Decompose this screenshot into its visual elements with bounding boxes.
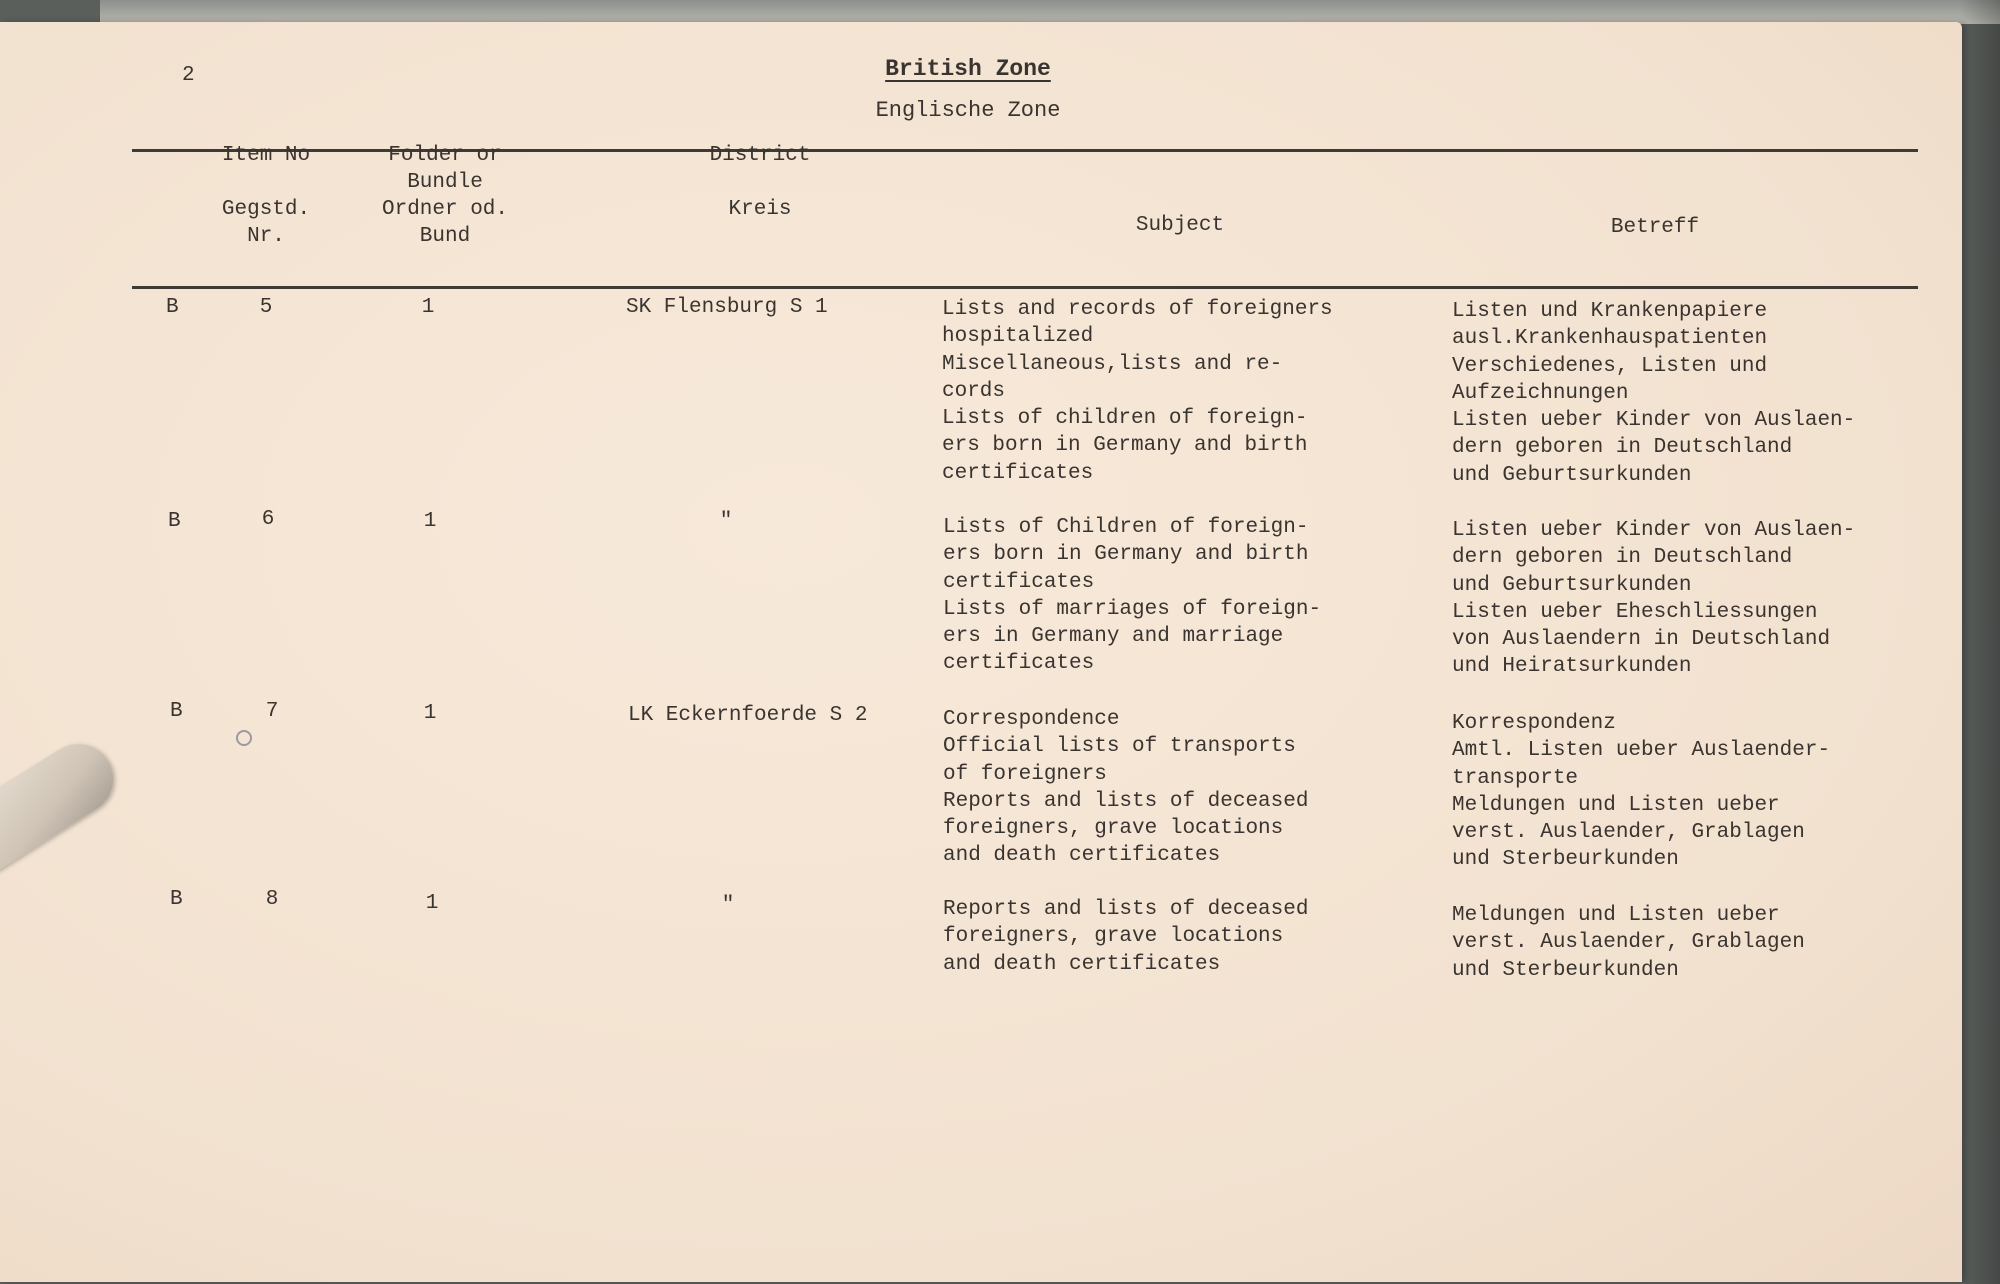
header-district bbox=[680, 142, 840, 223]
row-district: " bbox=[721, 894, 735, 917]
betreff-line: dern geboren in Deutschland bbox=[1452, 436, 1793, 460]
header-betreff: Betreff bbox=[1610, 216, 1700, 239]
row-betreff-list bbox=[1452, 710, 1830, 874]
header-district-line bbox=[680, 169, 840, 196]
header-folder-line: Folder or bbox=[388, 144, 502, 167]
header-folder-line: Bundle bbox=[407, 171, 483, 194]
subject-line: of foreigners bbox=[943, 762, 1107, 786]
subject-line: ers born in Germany and birth bbox=[943, 543, 1309, 567]
header-folder bbox=[370, 142, 520, 250]
header-folder-line: Bund bbox=[419, 225, 471, 248]
betreff-line: dern geboren in Deutschland bbox=[1452, 546, 1793, 570]
betreff-line: verst. Auslaender, Grablagen bbox=[1452, 931, 1805, 955]
betreff-line: und Sterbeurkunden bbox=[1452, 958, 1679, 982]
betreff-line: verst. Auslaender, Grablagen bbox=[1452, 821, 1805, 845]
subject-line: Lists and records of foreigners bbox=[942, 298, 1333, 321]
subject-line: and death certificates bbox=[943, 844, 1221, 868]
betreff-line: und Geburtsurkunden bbox=[1452, 573, 1692, 597]
subject-line: ers in Germany and marriage bbox=[943, 625, 1284, 649]
header-subject: Subject bbox=[1135, 214, 1225, 237]
betreff-line: Aufzeichnungen bbox=[1452, 381, 1629, 405]
betreff-line: Amtl. Listen ueber Auslaender- bbox=[1452, 739, 1831, 763]
betreff-line: von Auslaendern in Deutschland bbox=[1452, 628, 1831, 652]
betreff-line: Meldungen und Listen ueber bbox=[1452, 793, 1780, 817]
header-folder-line: Ordner od. bbox=[381, 198, 509, 221]
header-item-no-line: Gegstd. bbox=[221, 198, 311, 221]
page-number: 2 bbox=[182, 64, 195, 87]
row-item-no: 8 bbox=[265, 888, 279, 911]
betreff-line: und Sterbeurkunden bbox=[1452, 848, 1679, 872]
subject-line: certificates bbox=[943, 570, 1095, 594]
subject-line: Correspondence bbox=[943, 708, 1120, 731]
row-betreff-list bbox=[1452, 902, 1805, 984]
betreff-line: Listen und Krankenpapiere bbox=[1452, 300, 1768, 323]
row-item-no: 7 bbox=[265, 700, 279, 723]
page-title-text: British Zone bbox=[885, 56, 1051, 82]
header-bottom-rule bbox=[132, 286, 1918, 289]
row-series: B bbox=[168, 510, 181, 533]
subject-line: Lists of Children of foreign- bbox=[943, 516, 1309, 539]
scan-top-edge bbox=[100, 0, 2000, 24]
row-folder: 1 bbox=[421, 296, 435, 319]
subject-line: foreigners, grave locations bbox=[943, 925, 1284, 949]
subject-line: foreigners, grave locations bbox=[943, 817, 1284, 841]
row-folder: 1 bbox=[423, 702, 437, 725]
row-subject-list bbox=[943, 706, 1308, 870]
row-betreff-list bbox=[1452, 517, 1855, 681]
subject-line: cords bbox=[942, 379, 1006, 403]
row-district: SK Flensburg S 1 bbox=[626, 296, 828, 319]
header-item-no bbox=[206, 142, 326, 250]
row-item-no: 6 bbox=[261, 508, 275, 531]
paper-clip bbox=[0, 731, 126, 875]
subject-line: certificates bbox=[942, 461, 1094, 485]
header-district-line: Kreis bbox=[728, 198, 792, 221]
row-series: B bbox=[166, 296, 179, 319]
scan-right-edge bbox=[1960, 0, 2000, 1284]
subject-line: Lists of children of foreign- bbox=[942, 407, 1308, 431]
page-title bbox=[0, 56, 1936, 82]
subject-line: Lists of marriages of foreign- bbox=[943, 597, 1322, 621]
header-item-no-line: Item No bbox=[221, 144, 311, 167]
row-betreff-list bbox=[1452, 298, 1855, 489]
betreff-line: Listen ueber Eheschliessungen bbox=[1452, 600, 1818, 624]
row-item-no: 5 bbox=[259, 296, 273, 319]
row-district: LK Eckernfoerde S 2 bbox=[628, 704, 868, 727]
subject-line: certificates bbox=[943, 652, 1095, 676]
subject-line: Miscellaneous,lists and re- bbox=[942, 352, 1283, 376]
subject-line: Official lists of transports bbox=[943, 735, 1296, 759]
subject-line: hospitalized bbox=[942, 325, 1094, 349]
row-series: B bbox=[170, 700, 183, 723]
row-series: B bbox=[170, 888, 183, 911]
subject-line: and death certificates bbox=[943, 952, 1221, 976]
row-subject-list bbox=[943, 896, 1308, 978]
header-district-line: District bbox=[709, 144, 811, 167]
betreff-line: und Heiratsurkunden bbox=[1452, 655, 1692, 679]
subject-line: Reports and lists of deceased bbox=[943, 789, 1309, 813]
betreff-line: Verschiedenes, Listen und bbox=[1452, 354, 1768, 378]
row-district: " bbox=[719, 510, 733, 533]
document-page bbox=[0, 22, 1962, 1282]
betreff-line: ausl.Krankenhauspatienten bbox=[1452, 327, 1768, 351]
row-folder: 1 bbox=[423, 510, 437, 533]
page-subtitle: Englische Zone bbox=[875, 98, 1061, 123]
row-subject-list bbox=[942, 296, 1333, 487]
subject-line: Reports and lists of deceased bbox=[943, 898, 1309, 921]
betreff-line: Listen ueber Kinder von Auslaen- bbox=[1452, 519, 1856, 542]
betreff-line: Korrespondenz bbox=[1452, 712, 1616, 735]
header-item-no-line bbox=[206, 169, 326, 196]
header-item-no-line: Nr. bbox=[247, 225, 285, 248]
betreff-line: Listen ueber Kinder von Auslaen- bbox=[1452, 409, 1856, 433]
betreff-line: und Geburtsurkunden bbox=[1452, 463, 1692, 487]
betreff-line: Meldungen und Listen ueber bbox=[1452, 904, 1780, 927]
betreff-line: transporte bbox=[1452, 766, 1579, 790]
row-folder: 1 bbox=[425, 892, 439, 915]
row-subject-list bbox=[943, 514, 1321, 678]
subject-line: ers born in Germany and birth bbox=[942, 434, 1308, 458]
punch-hole bbox=[236, 730, 252, 746]
